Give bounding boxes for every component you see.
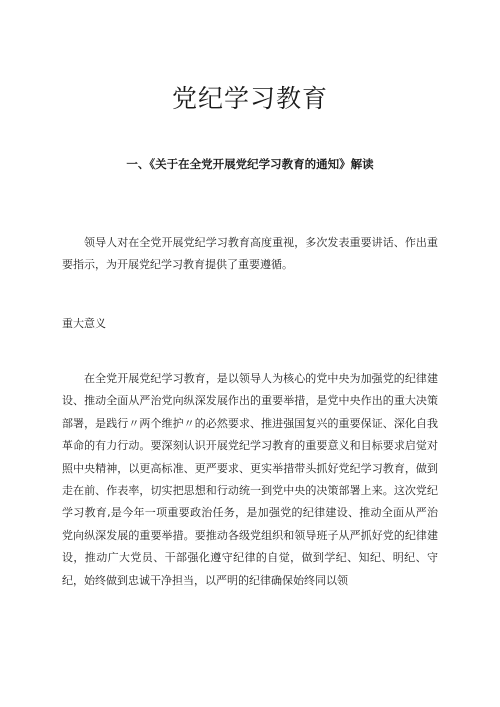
paragraph-significance: 在全党开展党纪学习教育，是以领导人为核心的党中央为加强党的纪律建设、推动全面从严治党向纵深发展作出的重要举措，是党中央作出的重大决策部署，是践行〃两个维护〃的必然要求、推进强国复兴的重要保证、深化自我革命的有力行动。要深刻认识开展党纪学习教育的重要意义和目标要求启觉对照中央精神，以更高标准、更严要求、更实举措带头抓好党纪学习教育，做到走在前、作表率，切实把思想和行动统一到党中央的决策部署上来。这次党纪学习教育,是今年一项重要政治任务，是加强党的纪律建设、推动全面从严治党向纵深发展的重要举措。要推动各级党组织和领导班子从严抓好党的纪律建设，推动广大党员、干部强化遵守纪律的自觉，做到学纪、知纪、明纪、守纪，始终做到忠诚干净担当，以严明的纪律确保始终同以领 <box>62 372 438 587</box>
document-title: 党纪学习教育 <box>171 84 328 113</box>
paragraph-intro: 领导人对在全党开展党纪学习教育高度重视，多次发表重要讲话、作出重要指示，为开展党纪学习教育提供了重要遵循。 <box>62 236 438 272</box>
section-heading: 重大意义 <box>62 317 106 330</box>
document-subtitle: 一、《关于在全党开展党纪学习教育的通知》解读 <box>126 157 374 171</box>
